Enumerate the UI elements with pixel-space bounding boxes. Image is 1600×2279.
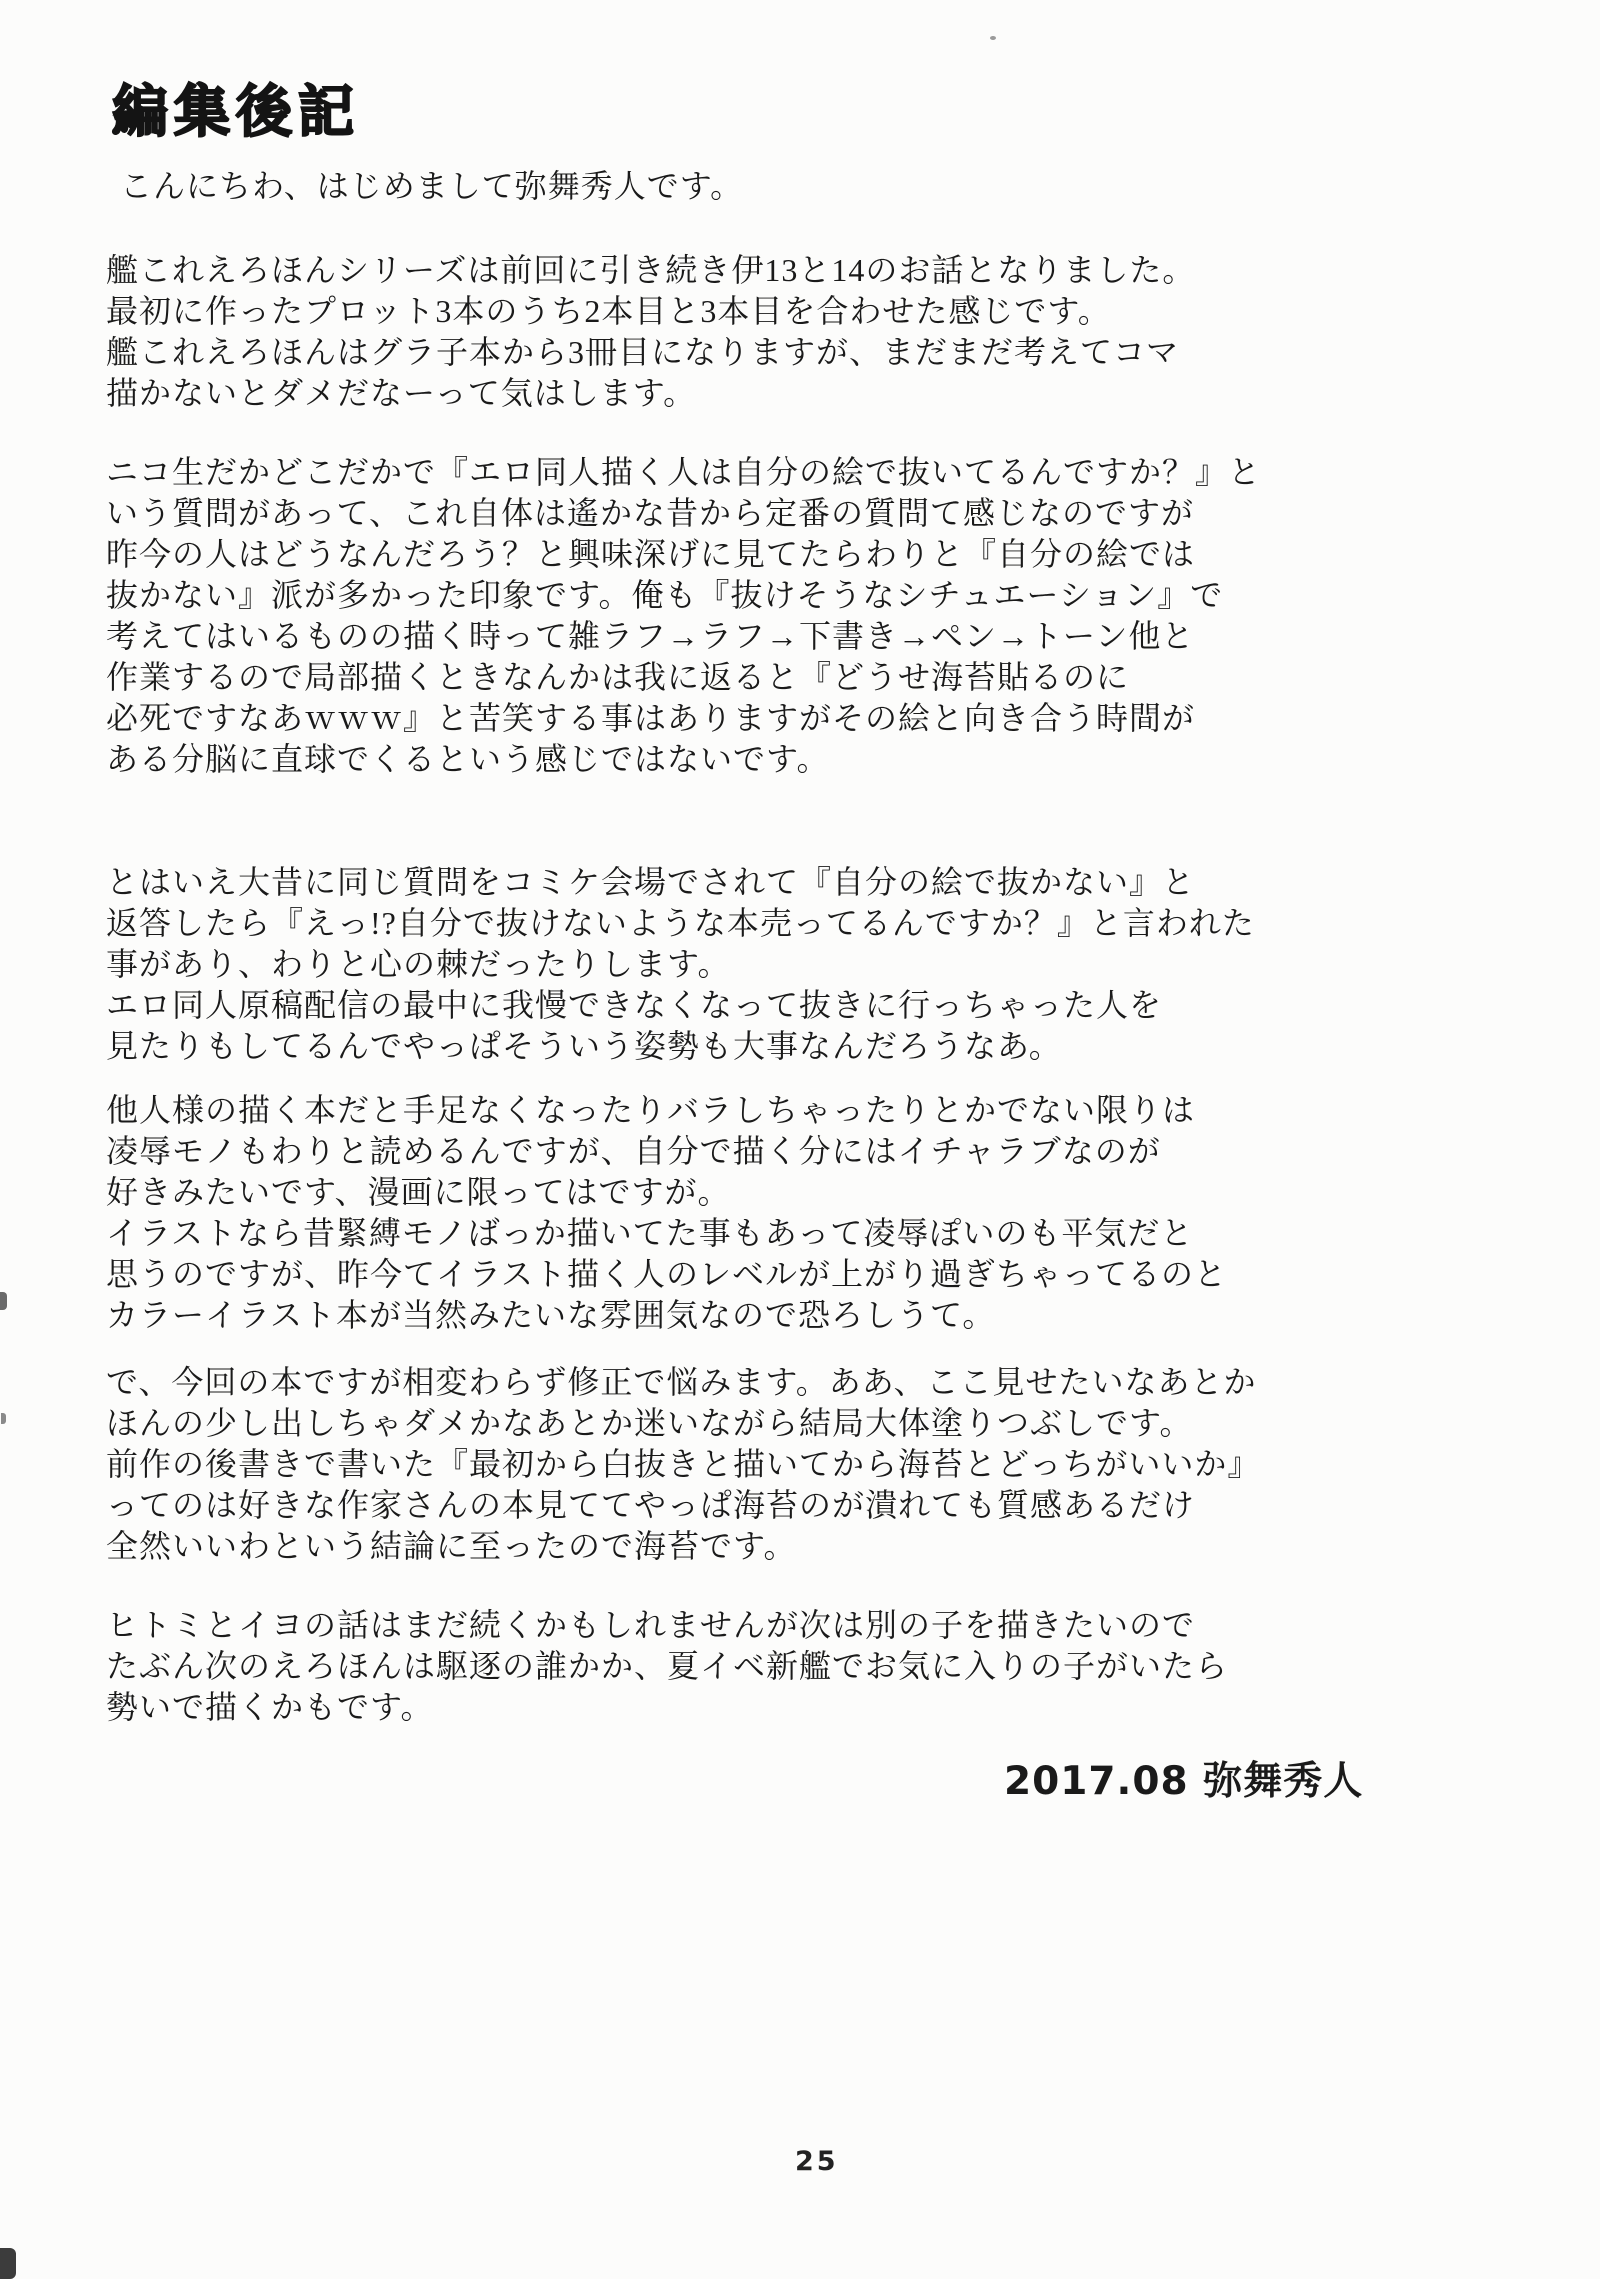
text-line: こんにちわ、はじめまして弥舞秀人です。 bbox=[120, 168, 744, 204]
text-line: 前作の後書きで書いた『最初から白抜きと描いてから海苔とどっちがいいか』 bbox=[106, 1446, 1261, 1482]
paragraph bbox=[106, 1362, 1426, 1567]
text-line: 見たりもしてるんでやっぱそういう姿勢も大事なんだろうなあ。 bbox=[106, 1028, 1062, 1064]
text-line: 凌辱モノもわりと読めるんですが、自分で描く分にはイチャラブなのが bbox=[106, 1133, 1161, 1169]
text-line: ってのは好きな作家さんの本見ててやっぱ海苔のが潰れても質感あるだけ bbox=[106, 1487, 1196, 1523]
text-line: 描かないとダメだなーって気はします。 bbox=[106, 375, 697, 411]
paragraph bbox=[106, 250, 1426, 414]
text-line: 作業するので局部描くときなんかは我に返ると『どうせ海苔貼るのに bbox=[106, 659, 1130, 695]
page-title: 編集後記 bbox=[112, 79, 360, 145]
text-line: ほんの少し出しちゃダメかなあとか迷いながら結局大体塗りつぶしです。 bbox=[106, 1405, 1193, 1441]
text-line: 昨今の人はどうなんだろう？と興味深げに見てたらわりと『自分の絵では bbox=[106, 536, 1196, 572]
text-line: 返答したら『えっ!?自分で抜けないような本売ってるんですか？』と言われた bbox=[106, 905, 1255, 941]
text-line: いう質問があって、これ自体は遙かな昔から定番の質問て感じなのですが bbox=[106, 495, 1195, 531]
paragraph bbox=[106, 1605, 1426, 1728]
text-line: ヒトミとイヨの話はまだ続くかもしれませんが次は別の子を描きたいので bbox=[106, 1607, 1196, 1643]
text-line: 艦これえろほんシリーズは前回に引き続き伊13と14のお話となりました。 bbox=[106, 252, 1196, 288]
text-line: イラストなら昔緊縛モノばっか描いてた事もあって凌辱ぽいのも平気だと bbox=[106, 1215, 1194, 1251]
text-line: カラーイラスト本が当然みたいな雰囲気なので恐ろしうて。 bbox=[106, 1297, 996, 1333]
text-line: 考えてはいるものの描く時って雑ラフ→ラフ→下書き→ペン→トーン他と bbox=[106, 618, 1195, 654]
text-line: ニコ生だかどこだかで『エロ同人描く人は自分の絵で抜いてるんですか？』と bbox=[106, 454, 1262, 490]
text-line: エロ同人原稿配信の最中に我慢できなくなって抜きに行っちゃった人を bbox=[106, 987, 1163, 1023]
author-signature: 2017.08 弥舞秀人 bbox=[1004, 1759, 1364, 1804]
text-line: とはいえ大昔に同じ質問をコミケ会場でされて『自分の絵で抜かない』と bbox=[106, 864, 1196, 900]
text-line: たぶん次のえろほんは駆逐の誰かか、夏イベ新艦でお気に入りの子がいたら bbox=[106, 1648, 1229, 1684]
text-line: 他人様の描く本だと手足なくなったりバラしちゃったりとかでない限りは bbox=[106, 1092, 1196, 1128]
paragraph bbox=[106, 862, 1426, 1067]
text-line: 思うのですが、昨今てイラスト描く人のレベルが上がり過ぎちゃってるのと bbox=[106, 1256, 1228, 1292]
scan-speck bbox=[1, 1413, 6, 1424]
scan-speck bbox=[0, 2248, 16, 2279]
text-line: で、今回の本ですが相変わらず修正で悩みます。ああ、ここ見せたいなあとか bbox=[106, 1364, 1257, 1400]
scan-speck bbox=[990, 36, 996, 40]
text-line: 最初に作ったプロット3本のうち2本目と3本目を合わせた感じです。 bbox=[106, 293, 1111, 329]
text-line: 艦これえろほんはグラ子本から3冊目になりますが、まだまだ考えてコマ bbox=[106, 334, 1180, 370]
paragraph bbox=[106, 166, 1440, 207]
text-line: 勢いで描くかもです。 bbox=[106, 1689, 434, 1725]
paragraph bbox=[106, 452, 1426, 780]
page-number: 25 bbox=[795, 2146, 839, 2177]
text-line: ある分脳に直球でくるという感じではないです。 bbox=[106, 741, 830, 777]
paragraph bbox=[106, 1090, 1426, 1336]
text-line: 好きみたいです、漫画に限ってはですが。 bbox=[106, 1174, 731, 1210]
text-line: 事があり、わりと心の棘だったりします。 bbox=[106, 946, 731, 982]
text-line: 抜かない』派が多かった印象です。俺も『抜けそうなシチュエーション』で bbox=[106, 577, 1224, 613]
text-line: 必死ですなあｗｗｗ』と苦笑する事はありますがその絵と向き合う時間が bbox=[106, 700, 1196, 736]
text-line: 全然いいわという結論に至ったので海苔です。 bbox=[106, 1528, 797, 1564]
scan-speck bbox=[0, 1292, 7, 1310]
